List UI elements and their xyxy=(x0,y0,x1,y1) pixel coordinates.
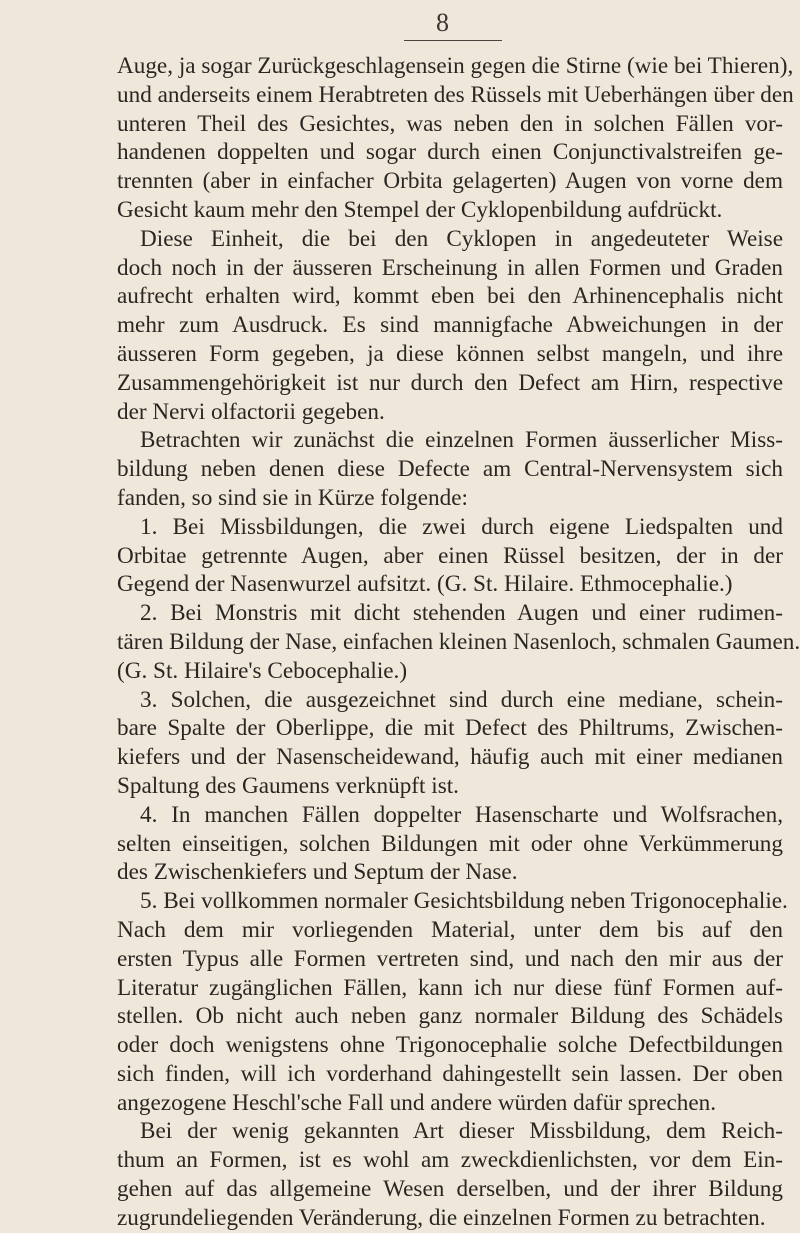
page-number: 8 xyxy=(436,8,449,37)
text-line: Gegend der Nasenwurzel aufsitzt. (G. St. Hilaire. Ethmocephalie.) xyxy=(117,571,733,598)
text-line: doch noch in der äusseren Erscheinung in allen Formen und Graden xyxy=(117,254,783,281)
text-line: bildung neben denen diese Defecte am Central-Nervensystem sich xyxy=(117,456,783,483)
text-line: thum an Formen, ist es wohl am zweckdienlichsten, vor dem Ein- xyxy=(117,1147,783,1174)
text-line: 5. Bei vollkommen normaler Gesichtsbildung neben Trigonocephalie. xyxy=(140,888,788,915)
text-line: 4. In manchen Fällen doppelter Hasenscharte und Wolfsrachen, xyxy=(140,801,783,828)
text-line: (G. St. Hilaire's Cebocephalie.) xyxy=(117,657,408,684)
text-line: Betrachten wir zunächst die einzelnen Formen äusserlicher Miss- xyxy=(140,427,783,454)
text-line: selten einseitigen, solchen Bildungen mit oder ohne Verkümmerung xyxy=(117,830,783,857)
text-line: Bei der wenig gekannten Art dieser Missbildung, dem Reich- xyxy=(140,1118,783,1145)
text-line: zugrundeliegenden Veränderung, die einzelnen Formen zu betrachten. xyxy=(117,1204,766,1231)
text-line: Nach dem mir vorliegenden Material, unter dem bis auf den xyxy=(117,916,783,943)
text-line: trennten (aber in einfacher Orbita gelagerten) Augen von vorne dem xyxy=(117,168,783,195)
text-line: 3. Solchen, die ausgezeichnet sind durch eine mediane, schein- xyxy=(140,686,783,713)
text-line: Diese Einheit, die bei den Cyklopen in angedeuteter Weise xyxy=(140,225,783,252)
text-line: tären Bildung der Nase, einfachen kleinen Nasenloch, schmalen Gaumen. xyxy=(117,628,800,655)
text-line: oder doch wenigstens ohne Trigonocephalie solche Defectbildungen xyxy=(117,1032,783,1059)
text-line: Literatur zugänglichen Fällen, kann ich nur diese fünf Formen auf- xyxy=(117,974,783,1001)
text-line: Orbitae getrennte Augen, aber einen Rüssel besitzen, der in der xyxy=(117,542,783,569)
text-line: mehr zum Ausdruck. Es sind mannigfache Abweichungen in der xyxy=(117,312,783,339)
text-line: sich finden, will ich vorderhand dahingestellt sein lassen. Der oben xyxy=(117,1060,783,1087)
text-line: und anderseits einem Herabtreten des Rüssels mit Ueberhängen über den xyxy=(117,81,794,108)
text-line: handenen doppelten und sogar durch einen Conjunctivalstreifen ge- xyxy=(117,139,783,166)
text-line: äusseren Form gegeben, ja diese können selbst mangeln, und ihre xyxy=(117,340,783,367)
text-line: des Zwischenkiefers und Septum der Nase. xyxy=(117,859,518,886)
text-line: angezogene Heschl'sche Fall und andere würden dafür sprechen. xyxy=(117,1089,717,1116)
body-text xyxy=(117,52,800,1233)
text-line: ersten Typus alle Formen vertreten sind, und nach den mir aus der xyxy=(117,945,783,972)
text-line: bare Spalte der Oberlippe, die mit Defect des Philtrums, Zwischen- xyxy=(117,715,783,742)
text-line: Auge, ja sogar Zurückgeschlagensein gegen die Stirne (wie bei Thieren), xyxy=(117,53,794,79)
text-line: aufrecht erhalten wird, kommt eben bei den Arhinencephalis nicht xyxy=(117,283,783,310)
text-line: kiefers und der Nasenscheidewand, häufig auch mit einer medianen xyxy=(117,744,783,771)
text-line: Spaltung des Gaumens verknüpft ist. xyxy=(117,772,459,799)
text-line: gehen auf das allgemeine Wesen derselben, und der ihrer Bildung xyxy=(117,1176,783,1203)
text-line: Zusammengehörigkeit ist nur durch den Defect am Hirn, respective xyxy=(117,369,783,396)
text-line: 1. Bei Missbildungen, die zwei durch eigene Liedspalten und xyxy=(140,513,783,540)
text-line: Gesicht kaum mehr den Stempel der Cyklopenbildung aufdrückt. xyxy=(117,196,723,223)
text-line: fanden, so sind sie in Kürze folgende: xyxy=(117,484,468,511)
text-line: der Nervi olfactorii gegeben. xyxy=(117,398,385,425)
text-line: 2. Bei Monstris mit dicht stehenden Augen und einer rudimen- xyxy=(140,600,783,627)
text-line: unteren Theil des Gesichtes, was neben den in solchen Fällen vor- xyxy=(117,110,783,137)
header-rule xyxy=(404,40,502,41)
text-line: stellen. Ob nicht auch neben ganz normaler Bildung des Schädels xyxy=(117,1003,783,1030)
